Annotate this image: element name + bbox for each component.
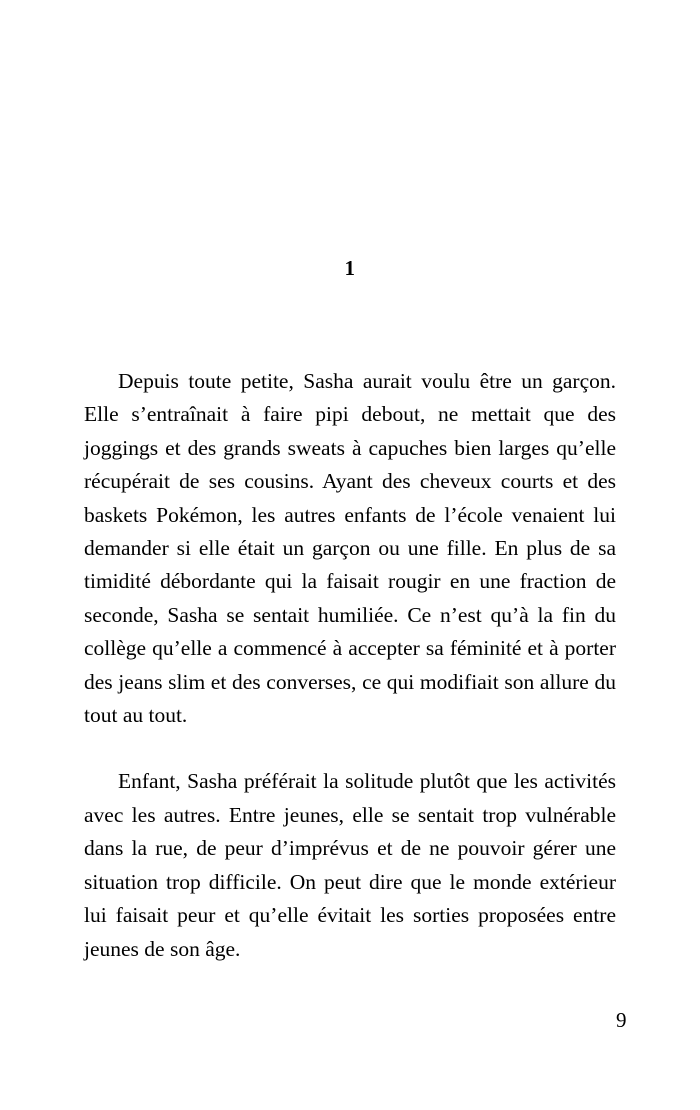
book-page: 1 Depuis toute petite, Sasha aurait voulu être un garçon. Elle s’entraînait à faire pipi debout, ne mettait que des joggings et des grands sweats à capuches bien larges qu’elle récupérait de ses cousins. Ayant des cheveux courts et des baskets Pokémon, les autres enfants de l’école venaient lui demander si elle était un garçon ou une fille. En plus de sa timidité débordante qui la faisait rougir en une fraction de seconde, Sasha se sentait humiliée. Ce n’est qu’à la fin du collège qu’elle a commencé à accepter sa féminité et à porter des jeans slim et des converses, ce qui modifiait son allure du tout au tout. Enfant, Sasha préférait la solitude plutôt que les activités avec les autres. Entre jeunes, elle se sentait trop vulnérable dans la rue, de peur d’imprévus et de ne pouvoir gérer une situation trop difficile. On peut dire que le monde extérieur lui faisait peur et qu’elle évitait les sorties proposées entre jeunes de son âge. 9 — [0, 0, 700, 1110]
paragraph-2: Enfant, Sasha préférait la solitude plutôt que les activités avec les autres. Entre jeunes, elle se sentait trop vulnérable dans la rue, de peur d’imprévus et de ne pouvoir gérer une situation trop difficile. On peut dire que le monde extérieur lui faisait peur et qu’elle évitait les sorties proposées entre jeunes de son âge. — [84, 769, 616, 961]
page-content — [84, 0, 616, 966]
chapter-number: 1 — [344, 256, 356, 280]
paragraph-1: Depuis toute petite, Sasha aurait voulu être un garçon. Elle s’entraînait à faire pipi debout, ne mettait que des joggings et des grands sweats à capuches bien larges qu’elle récupérait de ses cousins. Ayant des cheveux courts et des baskets Pokémon, les autres enfants de l’école venaient lui demander si elle était un garçon ou une fille. En plus de sa timidité débordante qui la faisait rougir en une fraction de seconde, Sasha se sentait humiliée. Ce n’est qu’à la fin du collège qu’elle a commencé à accepter sa féminité et à porter des jeans slim et des converses, ce qui modifiait son allure du tout au tout. — [84, 369, 616, 728]
